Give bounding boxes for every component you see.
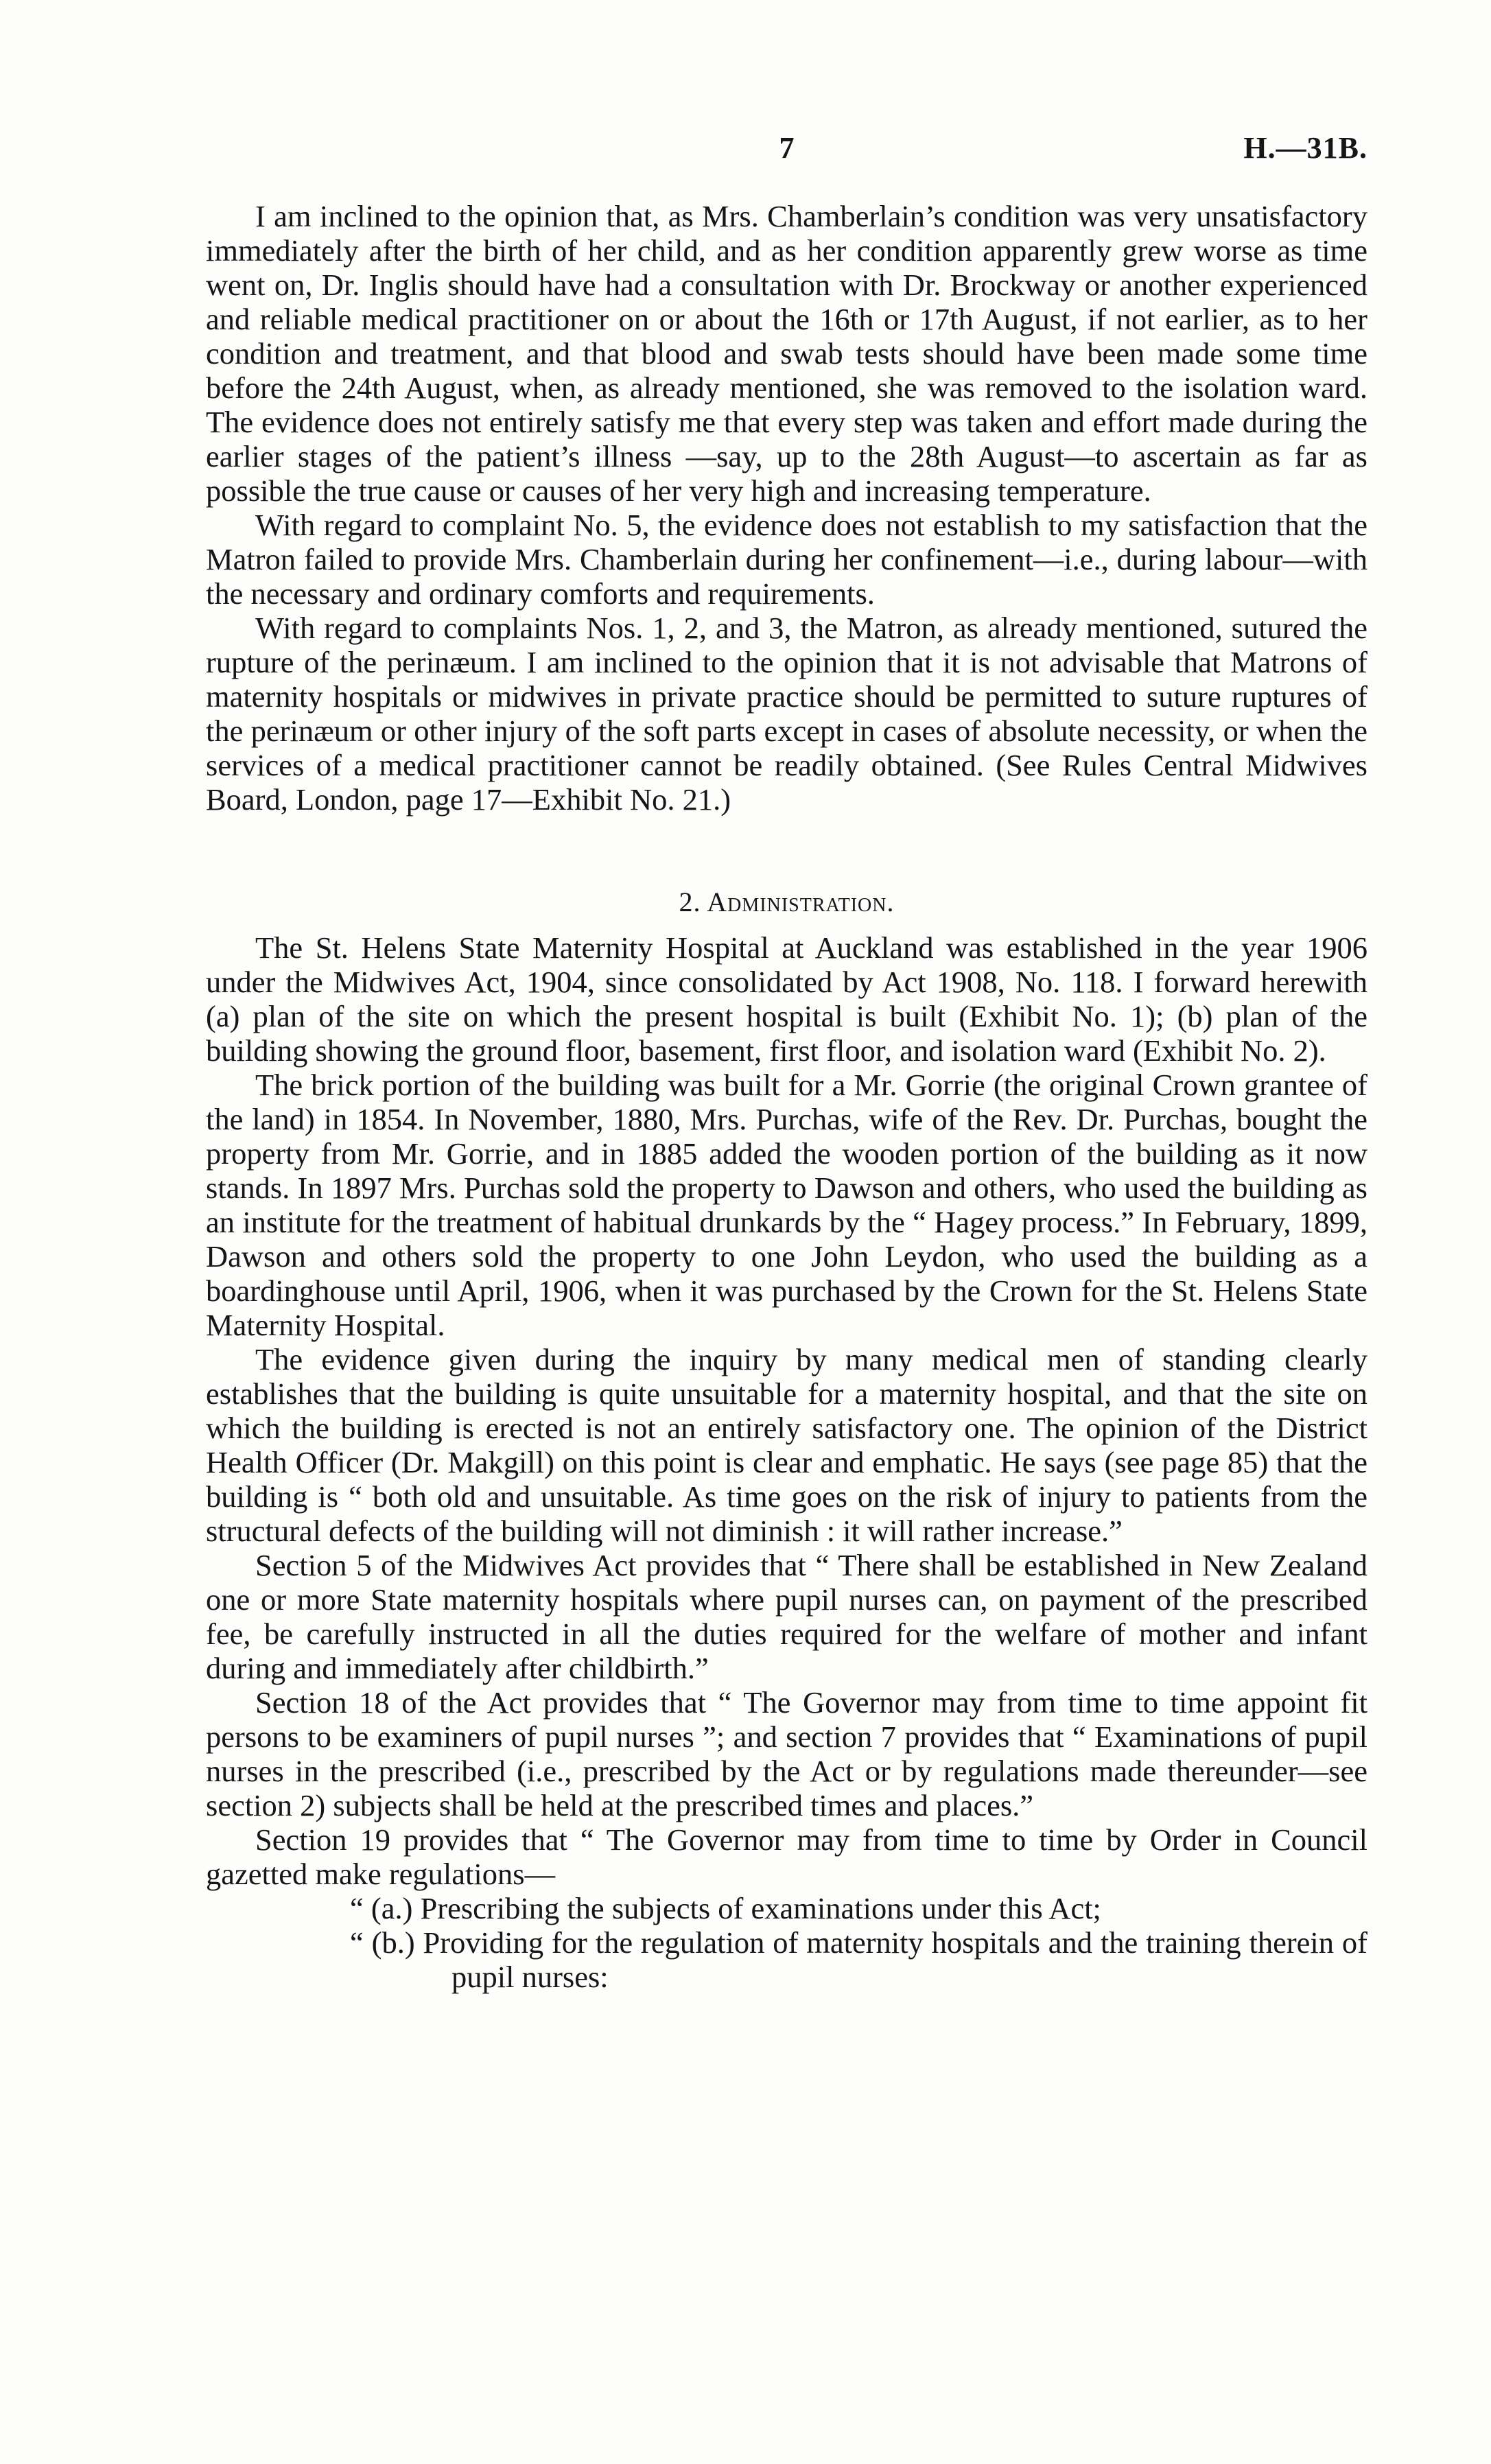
paragraph: Section 19 provides that “ The Governor may from time to time by Order in Council gazetted make regulations— — [206, 1822, 1367, 1891]
list-item: “ (a.) Prescribing the subjects of examinations under this Act; — [350, 1891, 1101, 1925]
section-2 — [206, 930, 1367, 1994]
regulation-list — [206, 1891, 1367, 1994]
report-reference: H.—31B. — [1243, 131, 1367, 165]
paragraph: The evidence given during the inquiry by many medical men of standing clearly establishes that the building is quite unsuitable for a maternity hospital, and that the site on which the building is erected is not an entirely satisfactory one. The opinion of the District Health Officer (Dr. Makgill) on this point is clear and emphatic. He says (see page 85) that the building is “ both old and unsuitable. As time goes on the risk of injury to patients from the structural defects of the building will not diminish : it will rather increase.” — [206, 1342, 1367, 1548]
section-1 — [206, 199, 1367, 817]
paragraph: With regard to complaint No. 5, the evidence does not establish to my satisfaction that the Matron failed to provide Mrs. Chamberlain during her confinement—i.e., during labour—with the necessary and ordinary comforts and requirements. — [206, 508, 1367, 611]
paragraph: With regard to complaints Nos. 1, 2, and 3, the Matron, as already mentioned, sutured the rupture of the perinæum. I am inclined to the opinion that it is not advisable that Matrons of maternity hospitals or midwives in private practice should be permitted to suture ruptures of the perinæum or other injury of the soft parts except in cases of absolute necessity, or when the services of a medical practitioner cannot be readily obtained. (See Rules Central Midwives Board, London, page 17—Exhibit No. 21.) — [206, 611, 1367, 817]
paragraph: Section 5 of the Midwives Act provides that “ There shall be established in New Zealand one or more State maternity hospitals where pupil nurses can, on payment of the prescribed fee, be carefully instructed in all the duties required for the welfare of mother and infant during and immediately after childbirth.” — [206, 1548, 1367, 1685]
paragraph: I am inclined to the opinion that, as Mrs. Chamberlain’s condition was very unsatisfactory immediately after the birth of her child, and as her condition apparently grew worse as time went on, Dr. Inglis should have had a consultation with Dr. Brockway or another experienced and reliable medical practitioner on or about the 16th or 17th August, if not earlier, as to her condition and treatment, and that blood and swab tests should have been made some time before the 24th August, when, as already mentioned, she was removed to the isolation ward. The evidence does not entirely satisfy me that every step was taken and effort made during the earlier stages of the patient’s illness —say, up to the 28th August—to ascertain as far as possible the true cause or causes of her very high and increasing temperature. — [206, 199, 1367, 508]
list-item: “ (b.) Providing for the regulation of maternity hospitals and the training therein of pupil nurses: — [350, 1925, 1367, 1994]
document-body — [206, 199, 1367, 1994]
paragraph: The brick portion of the building was built for a Mr. Gorrie (the original Crown grantee of the land) in 1854. In November, 1880, Mrs. Purchas, wife of the Rev. Dr. Purchas, bought the property from Mr. Gorrie, and in 1885 added the wooden portion of the building as it now stands. In 1897 Mrs. Purchas sold the property to Dawson and others, who used the building as an institute for the treatment of habitual drunkards by the “ Hagey process.” In February, 1899, Dawson and others sold the property to one John Leydon, who used the building as a boardinghouse until April, 1906, when it was purchased by the Crown for the St. Helens State Maternity Hospital. — [206, 1068, 1367, 1342]
page-header — [206, 128, 1367, 169]
paragraph: Section 18 of the Act provides that “ The Governor may from time to time appoint fit persons to be examiners of pupil nurses ”; and section 7 provides that “ Examinations of pupil nurses in the prescribed (i.e., prescribed by the Act or by regulations made thereunder—see section 2) subjects shall be held at the prescribed times and places.” — [206, 1685, 1367, 1822]
section-heading-administration: 2. Administration. — [679, 887, 895, 917]
page-number: 7 — [779, 131, 795, 165]
paragraph: The St. Helens State Maternity Hospital at Auckland was established in the year 1906 under the Midwives Act, 1904, since consolidated by Act 1908, No. 118. I forward herewith (a) plan of the site on which the present hospital is built (Exhibit No. 1); (b) plan of the building showing the ground floor, basement, first floor, and isolation ward (Exhibit No. 2). — [206, 930, 1367, 1068]
